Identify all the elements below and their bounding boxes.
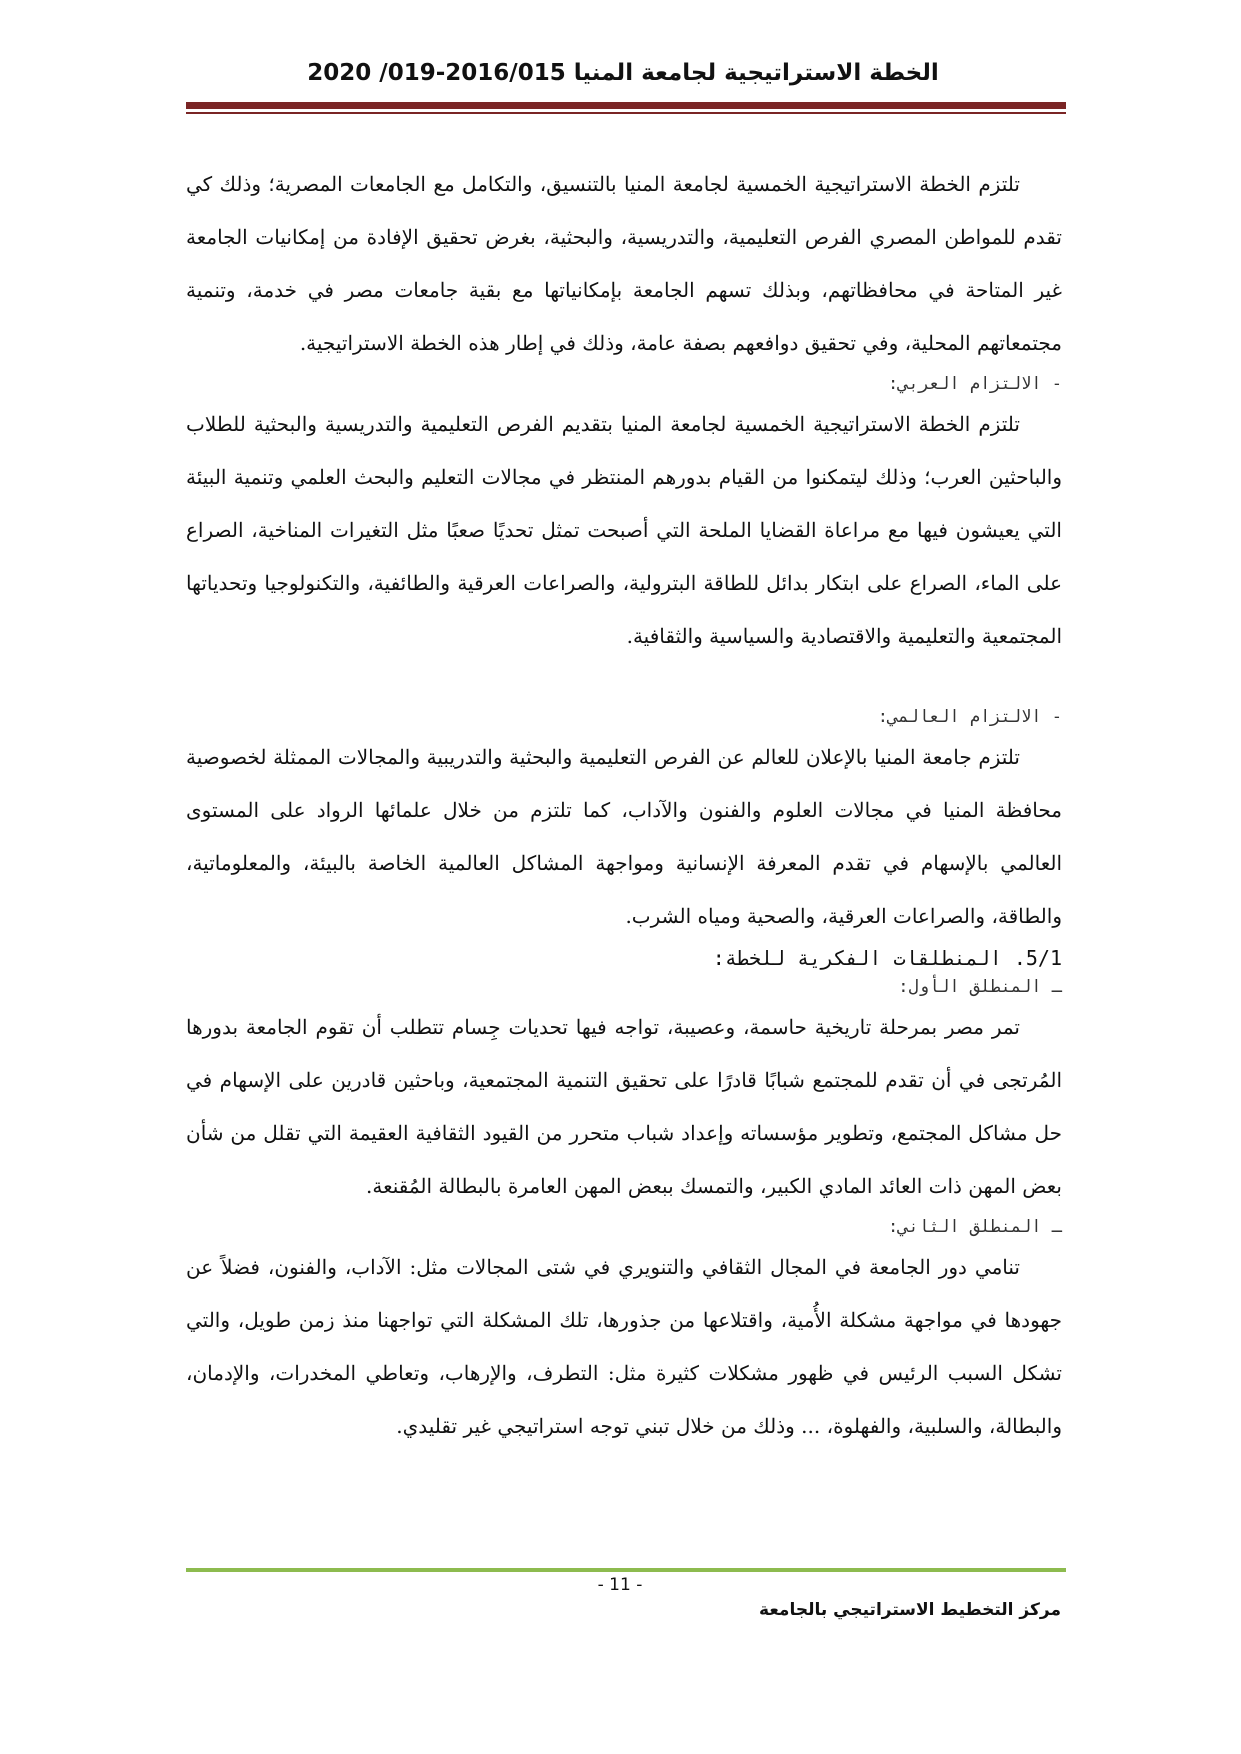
document-body — [186, 158, 1062, 1453]
heading-arab-commitment: - الالتزام العربي: — [888, 374, 1062, 394]
paragraph-arab-commitment: تلتزم الخطة الاستراتيجية الخمسية لجامعة المنيا بتقديم الفرص التعليمية والتدريسية والبحثية للطلاب والباحثين العرب؛ وذلك ليتمكنوا من القيام بدورهم المنتظر في مجالات التعليم والبحث العلمي وتنمية البيئة التي يعيشون فيها مع مراعاة القضايا الملحة التي أصبحت تمثل تحديًا صعبًا مثل التغيرات المناخية، الصراع على الماء، الصراع على ابتكار بدائل للطاقة البترولية، والصراعات العرقية والطائفية، والتكنولوجيا وتحدياتها المجتمعية والتعليمية والاقتصادية والسياسية والثقافية. — [186, 412, 1063, 648]
spacer — [186, 663, 1062, 703]
header-rule-thin — [186, 112, 1066, 114]
paragraph-second-premise: تنامي دور الجامعة في المجال الثقافي والتنويري في شتى المجالات مثل: الآداب، والفنون، فضلاً عن جهودها في مواجهة مشكلة الأُمية، واقتلاعها من جذورها، تلك المشكلة التي تواجهنا منذ زمن طويل، والتي تشكل السبب الرئيس في ظهور مشكلات كثيرة مثل: التطرف، والإرهاب، وتعاطي المخدرات، والإدمان، والبطالة، والسلبية، والفهلوة، ... وذلك من خلال تبني توجه استراتيجي غير تقليدي. — [186, 1255, 1062, 1438]
heading-first-premise: ـ المنطلق الأول: — [898, 977, 1062, 997]
page-header-title: الخطة الاستراتيجية لجامعة المنيا 2016/015-019/ 2020 — [307, 60, 939, 86]
heading-intellectual-premises: 5/1. المنطلقات الفكرية للخطة: — [712, 946, 1062, 970]
paragraph-national-commitment: تلتزم الخطة الاستراتيجية الخمسية لجامعة المنيا بالتنسيق، والتكامل مع الجامعات المصرية؛ وذلك كي تقدم للمواطن المصري الفرص التعليمية، والتدريسية، والبحثية، بغرض تحقيق الإفادة من إمكانيات الجامعة غير المتاحة في محافظاتهم، وبذلك تسهم الجامعة بإمكانياتها مع بقية جامعات مصر في خدمة، وتنمية مجتمعاتهم المحلية، وفي تحقيق دوافعهم بصفة عامة، وذلك في إطار هذه الخطة الاستراتيجية. — [186, 172, 1062, 355]
header-rule — [186, 102, 1066, 109]
footer-rule — [186, 1568, 1066, 1572]
paragraph-global-commitment: تلتزم جامعة المنيا بالإعلان للعالم عن الفرص التعليمية والبحثية والتدريبية والمجالات الممثلة لخصوصية محافظة المنيا في مجالات العلوم والفنون والآداب، كما تلتزم من خلال علمائها الرواد على المستوى العالمي بالإسهام في تقدم المعرفة الإنسانية ومواجهة المشاكل العالمية الخاصة بالبيئة، والمعلوماتية، والطاقة، والصراعات العرقية، والصحية ومياه الشرب. — [186, 745, 1062, 928]
heading-second-premise: ـ المنطلق الثاني: — [888, 1217, 1062, 1237]
page-number: - 11 - — [597, 1575, 643, 1595]
heading-global-commitment: - الالتزام العالمي: — [877, 707, 1062, 727]
footer-label: مركز التخطيط الاستراتيجي بالجامعة — [759, 1600, 1061, 1620]
paragraph-first-premise: تمر مصر بمرحلة تاريخية حاسمة، وعصيبة، تواجه فيها تحديات جِسام تتطلب أن تقوم الجامعة بدورها المُرتجى في أن تقدم للمجتمع شبابًا قادرًا على تحقيق التنمية المجتمعية، وباحثين قادرين على الإسهام في حل مشاكل المجتمع، وتطوير مؤسساته وإعداد شباب متحرر من القيود الثقافية العقيمة التي تقلل من شأن بعض المهن ذات العائد المادي الكبير، والتمسك ببعض المهن العامرة بالبطالة المُقنعة. — [186, 1015, 1062, 1198]
